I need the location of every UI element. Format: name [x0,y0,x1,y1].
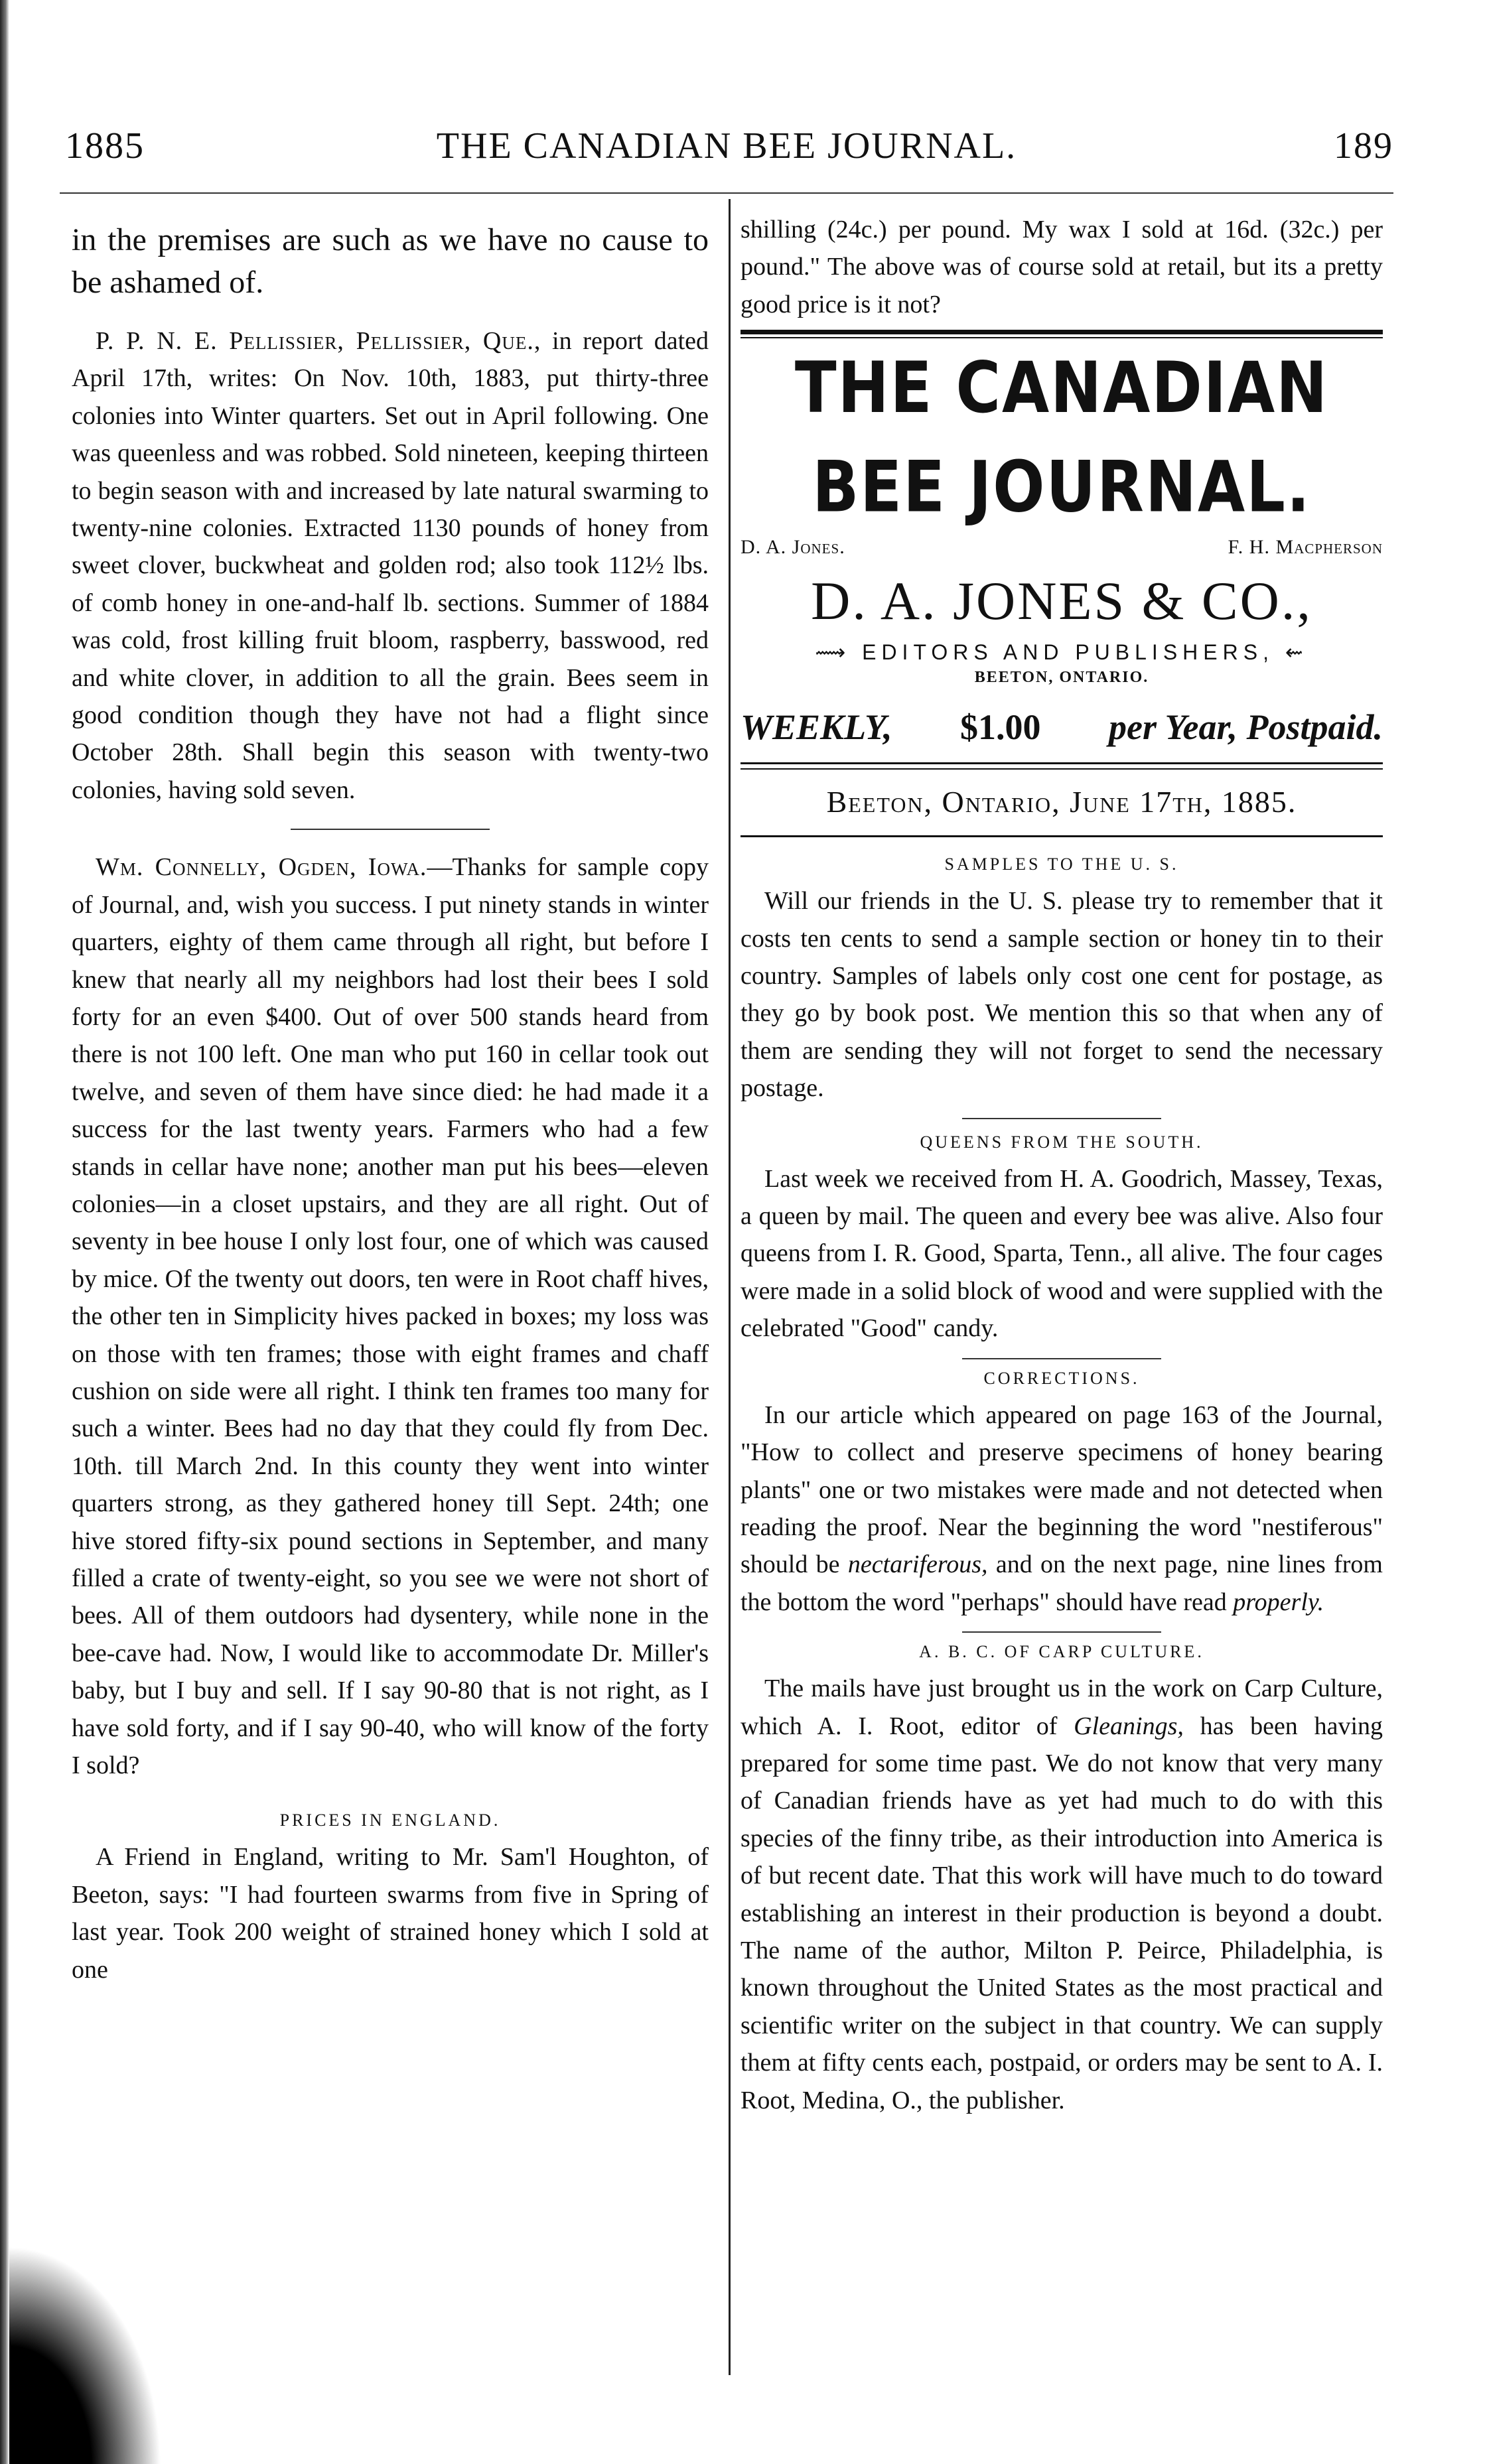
corrections-word-2: properly. [1233,1588,1324,1616]
dateline: Beeton, Ontario, June 17th, 1885. [826,785,1297,819]
carp-body [741,1670,1383,2119]
continuation-paragraph: shilling (24c.) per pound. My wax I sold at 16d. (32c.) per pound." The above was of course sold at retail, but its a pretty good price is it not? [741,216,1383,318]
section-rule [962,1118,1161,1119]
running-head [60,125,1393,184]
editor-macpherson: F. H. Macpherson [1228,536,1383,559]
section-rule [962,1631,1161,1633]
publishers-text: EDITORS AND PUBLISHERS, [862,640,1274,665]
masthead-title: THE CANADIAN BEE JOURNAL. [794,347,1329,528]
corrections-text-2: and on the next page, nine lines from the bottom the word "perhaps" should have read [741,1550,1383,1616]
opening-paragraph: in the premises are such as we have no cause to be ashamed of. [72,222,709,300]
pellissier-byline: P. P. N. E. Pellissier, Pellissier, Que., [96,327,541,355]
connelly-body: —Thanks for sample copy of Journal, and, wish you success. I put ninety stands in winter quarters, eighty of them came through all right, but before I knew that nearly all my neighbors had lost their bees I sold forty for an even $400. Out of over 500 stands heard from there is not 100 left. One man who put 160 in cellar took out twelve, and seven of them have since died: he had made it a success for the last twenty years. Farmers who had a few stands in cellar have none; another man put his bees—eleven colonies—in a closet upstairs, and they are all right. Out of seventy in bee house I only lost four, one of which was caused by mice. Of the twenty out doors, ten were in Root chaff hives, the other ten in Simplicity hives packed in boxes; my loss was on those with ten frames; those with eight frames and chaff cushion on side were all right. I think ten frames too many for such a winter. Bees had no day that they could fly from Dec. 10th. till March 2nd. In this county they went into winter quarters strong, as they gathered honey till Sept. 24th; one hive stored fifty-six pound sections in September, and many filled a crate of twenty-eight, so you see we were not short of bees. All of them outdoors had dysentery, while none in the bee-cave had. Now, I would like to accommodate Dr. Miller's baby, but I buy and sell. If I say 90-80 that is not right, as I have sold forty, and if I say 90-40, who will know of the forty I sold? [72,853,709,1780]
prices-heading: PRICES IN ENGLAND. [279,1811,501,1830]
running-head-title: THE CANADIAN BEE JOURNAL. [436,125,1017,167]
prices-body: A Friend in England, writing to Mr. Sam'l Houghton, of Beeton, says: "I had fourteen swarms from five in Spring of last year. Took 200 weight of strained honey which I sold at one [72,1843,709,1984]
corrections-text-1: In our article which appeared on page 163 of the Journal, "How to collect and preserve specimens of honey bearing plants" one or two mistakes were made and not detected when reading the proof. Near the beginning the word "nestiferous" should be [741,1401,1383,1579]
page-edge-shadow [0,0,9,2464]
running-head-year: 1885 [65,125,145,167]
corrections-heading: CORRECTIONS. [983,1368,1140,1388]
masthead-top-rule [741,330,1383,334]
queens-heading: QUEENS FROM THE SOUTH. [920,1132,1204,1152]
editor-jones: D. A. Jones. [741,536,845,559]
company-name: D. A. JONES & CO., [811,571,1312,632]
dateline-top-rule [741,762,1383,770]
editors-line [741,536,1383,559]
carp-text-1: The mails have just brought us in the work on Carp Culture, which A. I. Root, editor of [741,1675,1383,1740]
gleanings-title: Gleanings, [1074,1712,1184,1740]
header-rule [60,192,1393,194]
subscription-price: $1.00 [960,707,1041,748]
subscription-line [741,707,1383,748]
carp-heading: A. B. C. OF CARP CULTURE. [919,1642,1204,1662]
page-curl-shadow [9,2245,162,2464]
connelly-letter [72,849,709,1784]
left-ornament: ⟿ [815,640,851,665]
weekly-label: WEEKLY, [741,707,892,748]
samples-heading: SAMPLES TO THE U. S. [944,855,1179,874]
corrections-body [741,1397,1383,1621]
section-rule [962,1358,1161,1359]
carp-text-2: has been having prepared for some time past. We do not know that very many of Canadian friends have as yet had much to do with this species of the finny tribe, as their introduction into America is of but recent date. That this work will have much to do toward establishing an interest in their production is beyond a doubt. The name of the author, Milton P. Peirce, Philadelphia, is known throughout the United States as the most practical and scientific writer on the subject in that country. We can supply them at fifty cents each, postpaid, or orders may be sent to A. I. Root, Medina, O., the publisher. [741,1712,1383,2114]
subscription-terms: per Year, Postpaid. [1108,707,1383,748]
right-column [741,211,1383,2119]
samples-body: Will our friends in the U. S. please try to remember that it costs ten cents to send a sample section or honey tin to their country. Samples of labels only cost one cent for postage, as they go by book post. We mention this so that when any of them are sending they will not forget to send the necessary postage. [741,887,1383,1103]
publishers-line [741,640,1383,665]
corrections-word-1: nectariferous, [847,1550,988,1579]
section-rule [291,829,490,830]
dateline-bottom-rule [741,835,1383,837]
pellissier-letter [72,322,709,809]
connelly-byline: Wm. Connelly, Ogden, Iowa. [96,853,427,882]
queens-body: Last week we received from H. A. Goodrich, Massey, Texas, a queen by mail. The queen and every bee was alive. Also four queens from I. R. Good, Sparta, Tenn., all alive. The four cages were made in a solid block of wood and were supplied with the celebrated "Good" candy. [741,1164,1383,1343]
left-column [72,219,709,1988]
right-ornament: ⇜ [1285,640,1308,665]
column-divider [729,199,731,2375]
publisher-place: BEETON, ONTARIO. [974,669,1149,687]
page-number: 189 [1334,125,1393,167]
pellissier-body: in report dated April 17th, writes: On Nov. 10th, 1883, put thirty-three colonies into Winter quarters. Set out in April following. One was queenless and was robbed. Sold nineteen, keeping thirteen to begin season with and increased by late natural swarming to twenty-nine colonies. Extracted 1130 pounds of honey from sweet clover, buckwheat and golden rod; also took 112½ lbs. of comb honey in one-and-half lb. sections. Summer of 1884 was cold, frost killing fruit bloom, raspberry, basswood, red and white clover, in addition to all the grain. Bees seem in good condition though they have not had a flight since October 28th. Shall begin this season with twenty-two colonies, having sold seven. [72,327,709,804]
